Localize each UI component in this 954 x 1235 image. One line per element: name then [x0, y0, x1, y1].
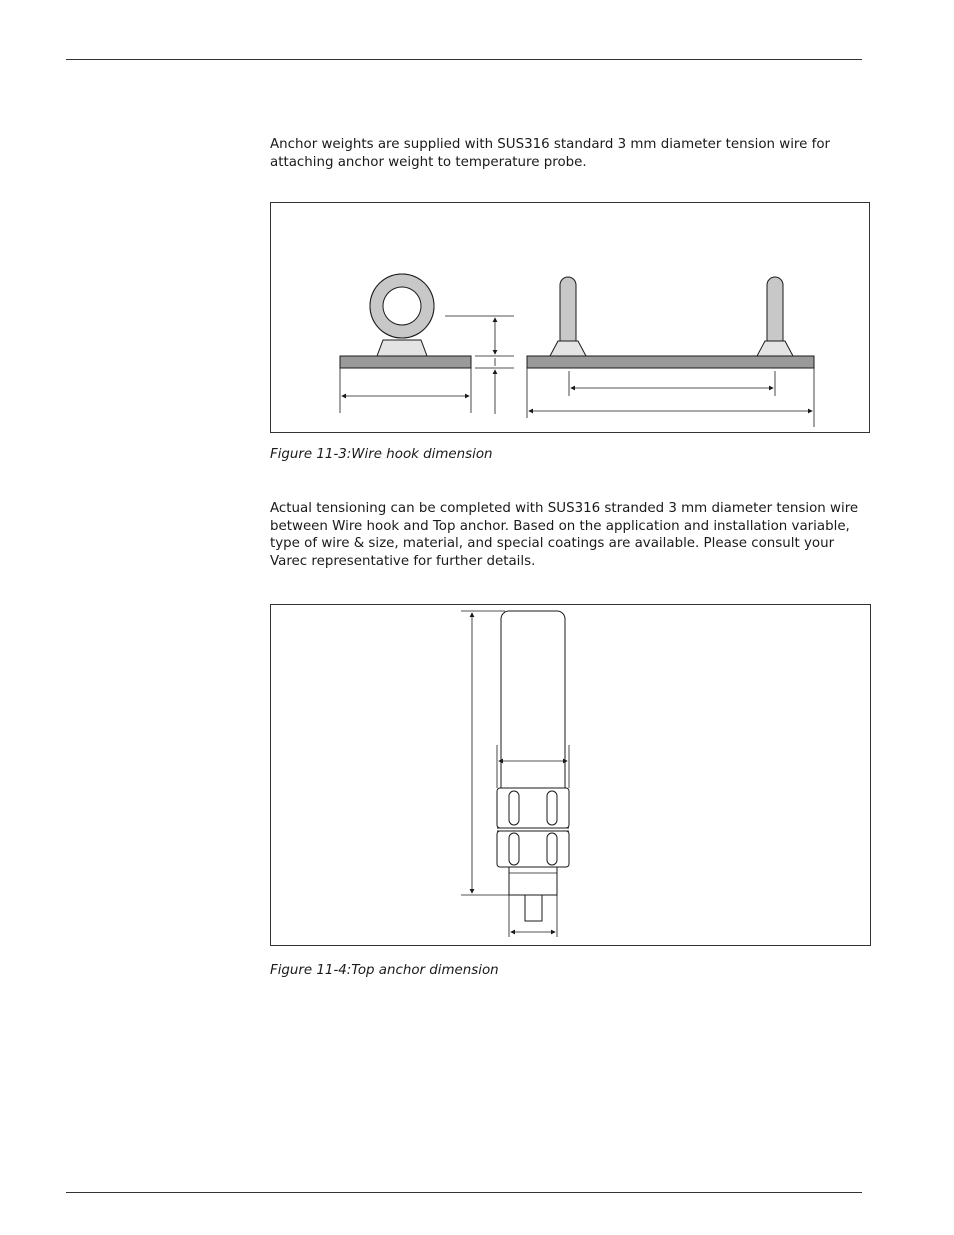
plate-with-pins-view — [527, 277, 814, 427]
anchor-weight-paragraph: Anchor weights are supplied with SUS316 standard 3 mm diameter tension wire for attaching anchor weight to temperature probe. — [270, 137, 831, 170]
header-rule — [66, 59, 862, 60]
top-anchor-body — [497, 611, 569, 921]
wire-hook-drawing — [271, 203, 871, 434]
wire-hook-figure — [270, 202, 870, 433]
figure-11-4-caption: Figure 11-4:Top anchor dimension — [270, 963, 499, 978]
figure-11-3-caption: Figure 11-3:Wire hook dimension — [270, 447, 493, 462]
footer-rule — [66, 1192, 862, 1193]
tensioning-paragraph: Actual tensioning can be completed with SUS316 stranded 3 mm diameter tension wire between Wire hook and Top anchor. Based on the application and installation variable, type of wire & size, material, and special coatings are available. Please consult your Varec representative for further details. — [270, 501, 859, 569]
top-anchor-drawing — [271, 605, 872, 947]
ring-hook-view — [340, 274, 514, 414]
top-anchor-figure — [270, 604, 871, 946]
